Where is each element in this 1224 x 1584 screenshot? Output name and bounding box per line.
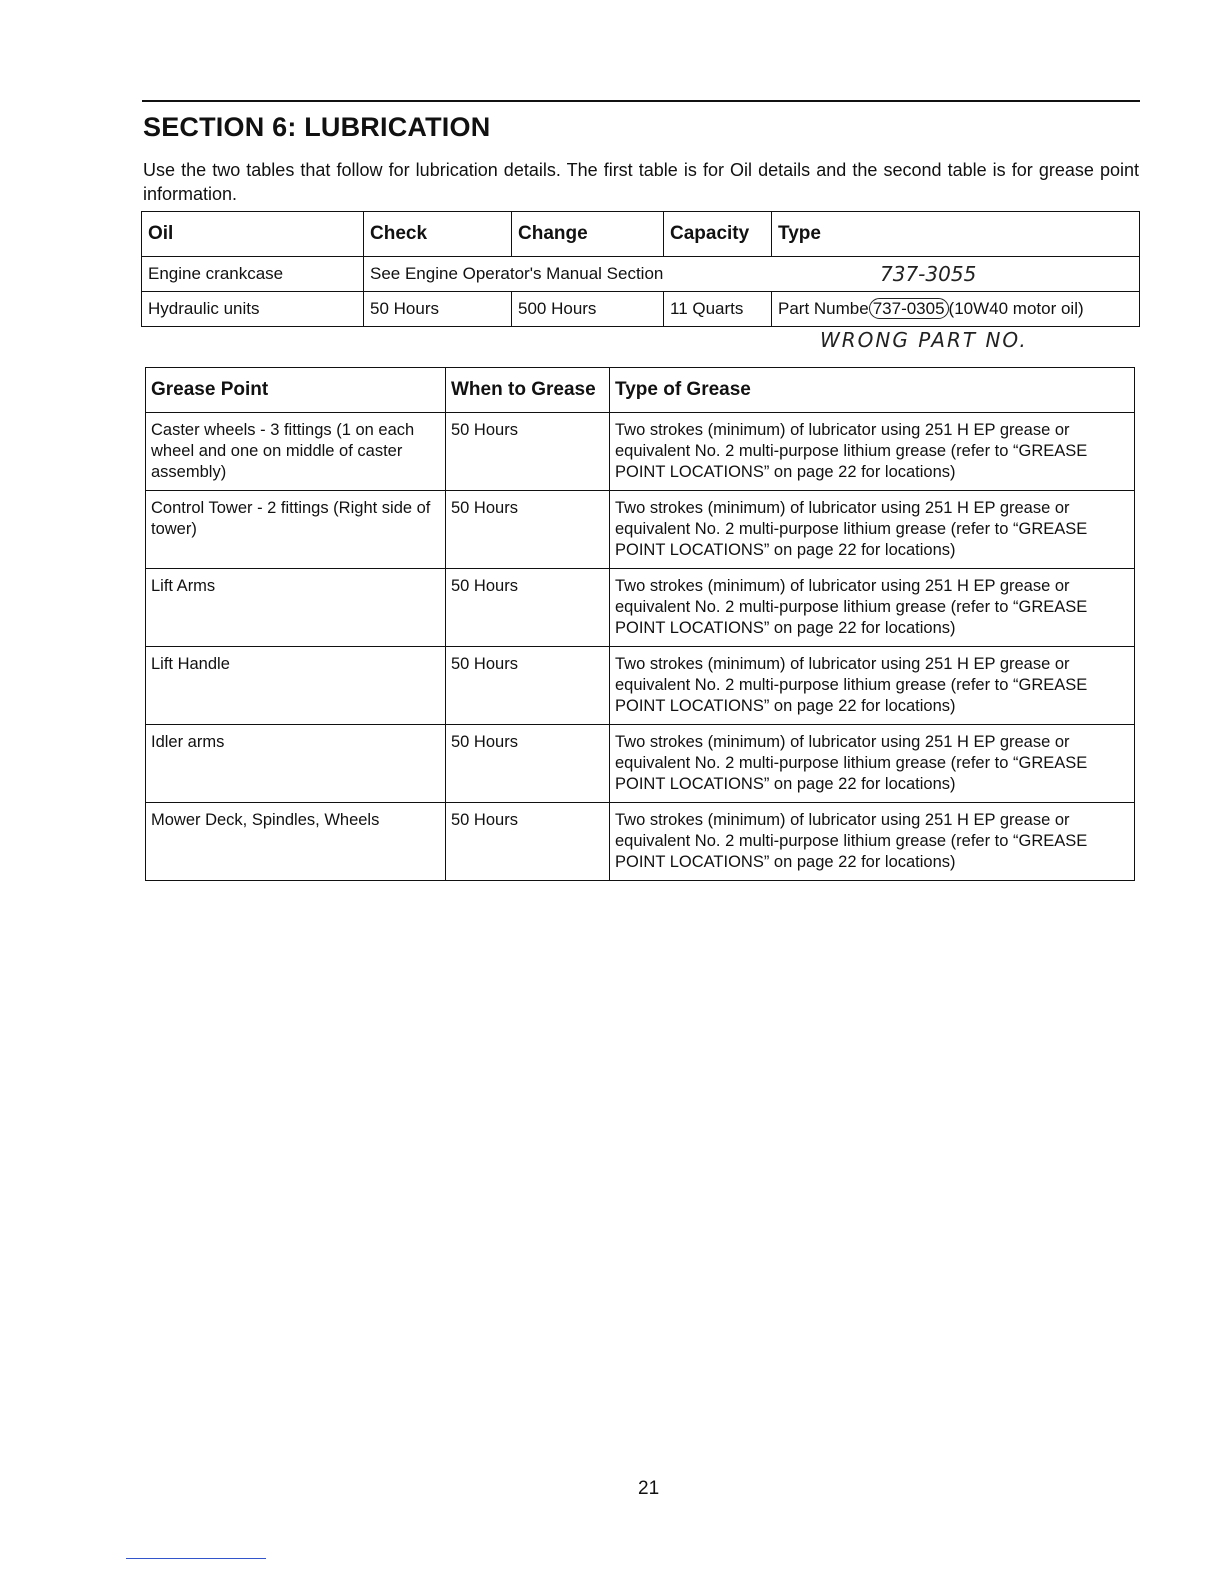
- cell-when: 50 Hours: [446, 569, 610, 647]
- cell-oil: Engine crankcase: [142, 257, 364, 292]
- oil-table: [141, 211, 1140, 327]
- cell-when: 50 Hours: [446, 413, 610, 491]
- cell-grease-point: Mower Deck, Spindles, Wheels: [146, 803, 446, 881]
- header-oil: Oil: [142, 212, 364, 257]
- cell-grease-type: Two strokes (minimum) of lubricator using 251 H EP grease or equivalent No. 2 multi-purpose lithium grease (refer to “GREASE POINT LOCATIONS” on page 22 for locations): [610, 725, 1135, 803]
- cell-capacity: 11 Quarts: [664, 292, 772, 327]
- header-capacity: Capacity: [664, 212, 772, 257]
- top-rule: [142, 100, 1140, 102]
- header-when-to-grease: When to Grease: [446, 368, 610, 413]
- table-row: [146, 725, 1135, 803]
- header-type-of-grease: Type of Grease: [610, 368, 1135, 413]
- header-grease-point: Grease Point: [146, 368, 446, 413]
- table-row: [146, 413, 1135, 491]
- cell-grease-point: Lift Arms: [146, 569, 446, 647]
- type-suffix: (10W40 motor oil): [948, 299, 1084, 318]
- cell-grease-point: Control Tower - 2 fittings (Right side of tower): [146, 491, 446, 569]
- grease-table: [145, 367, 1135, 881]
- oil-table-header: [142, 212, 1140, 257]
- grease-table-header: [146, 368, 1135, 413]
- table-row: [146, 569, 1135, 647]
- cell-when: 50 Hours: [446, 491, 610, 569]
- circled-part-number: 737-0305: [869, 298, 949, 319]
- section-title: SECTION 6: LUBRICATION: [143, 112, 491, 142]
- cell-grease-point: Idler arms: [146, 725, 446, 803]
- handwritten-correct-part: 737-3055: [880, 262, 977, 286]
- header-type: Type: [772, 212, 1140, 257]
- type-prefix: Part Numbe: [778, 299, 869, 318]
- page-number: 21: [638, 1478, 660, 1499]
- cell-grease-type: Two strokes (minimum) of lubricator using 251 H EP grease or equivalent No. 2 multi-purpose lithium grease (refer to “GREASE POINT LOCATIONS” on page 22 for locations): [610, 803, 1135, 881]
- cell-grease-type: Two strokes (minimum) of lubricator using 251 H EP grease or equivalent No. 2 multi-purpose lithium grease (refer to “GREASE POINT LOCATIONS” on page 22 for locations): [610, 491, 1135, 569]
- cell-when: 50 Hours: [446, 803, 610, 881]
- footer-rule: [126, 1558, 266, 1559]
- header-check: Check: [364, 212, 512, 257]
- intro-paragraph: Use the two tables that follow for lubrication details. The first table is for Oil details and the second table is for grease point information.: [143, 160, 1139, 204]
- handwritten-note: WRONG PART NO.: [820, 328, 1028, 352]
- cell-change: 500 Hours: [512, 292, 664, 327]
- cell-grease-type: Two strokes (minimum) of lubricator using 251 H EP grease or equivalent No. 2 multi-purpose lithium grease (refer to “GREASE POINT LOCATIONS” on page 22 for locations): [610, 569, 1135, 647]
- table-row: [142, 257, 1140, 292]
- cell-grease-type: Two strokes (minimum) of lubricator using 251 H EP grease or equivalent No. 2 multi-purpose lithium grease (refer to “GREASE POINT LOCATIONS” on page 22 for locations): [610, 413, 1135, 491]
- table-row: [146, 647, 1135, 725]
- cell-when: 50 Hours: [446, 647, 610, 725]
- cell-oil: Hydraulic units: [142, 292, 364, 327]
- table-row: [146, 491, 1135, 569]
- cell-grease-point: Caster wheels - 3 fittings (1 on each wheel and one on middle of caster assembly): [146, 413, 446, 491]
- cell-grease-type: Two strokes (minimum) of lubricator using 251 H EP grease or equivalent No. 2 multi-purpose lithium grease (refer to “GREASE POINT LOCATIONS” on page 22 for locations): [610, 647, 1135, 725]
- cell-grease-point: Lift Handle: [146, 647, 446, 725]
- table-row: [142, 292, 1140, 327]
- cell-check: 50 Hours: [364, 292, 512, 327]
- table-row: [146, 803, 1135, 881]
- cell-type: [772, 292, 1140, 327]
- cell-when: 50 Hours: [446, 725, 610, 803]
- header-change: Change: [512, 212, 664, 257]
- cell-manual-reference: See Engine Operator's Manual Section: [364, 257, 1140, 292]
